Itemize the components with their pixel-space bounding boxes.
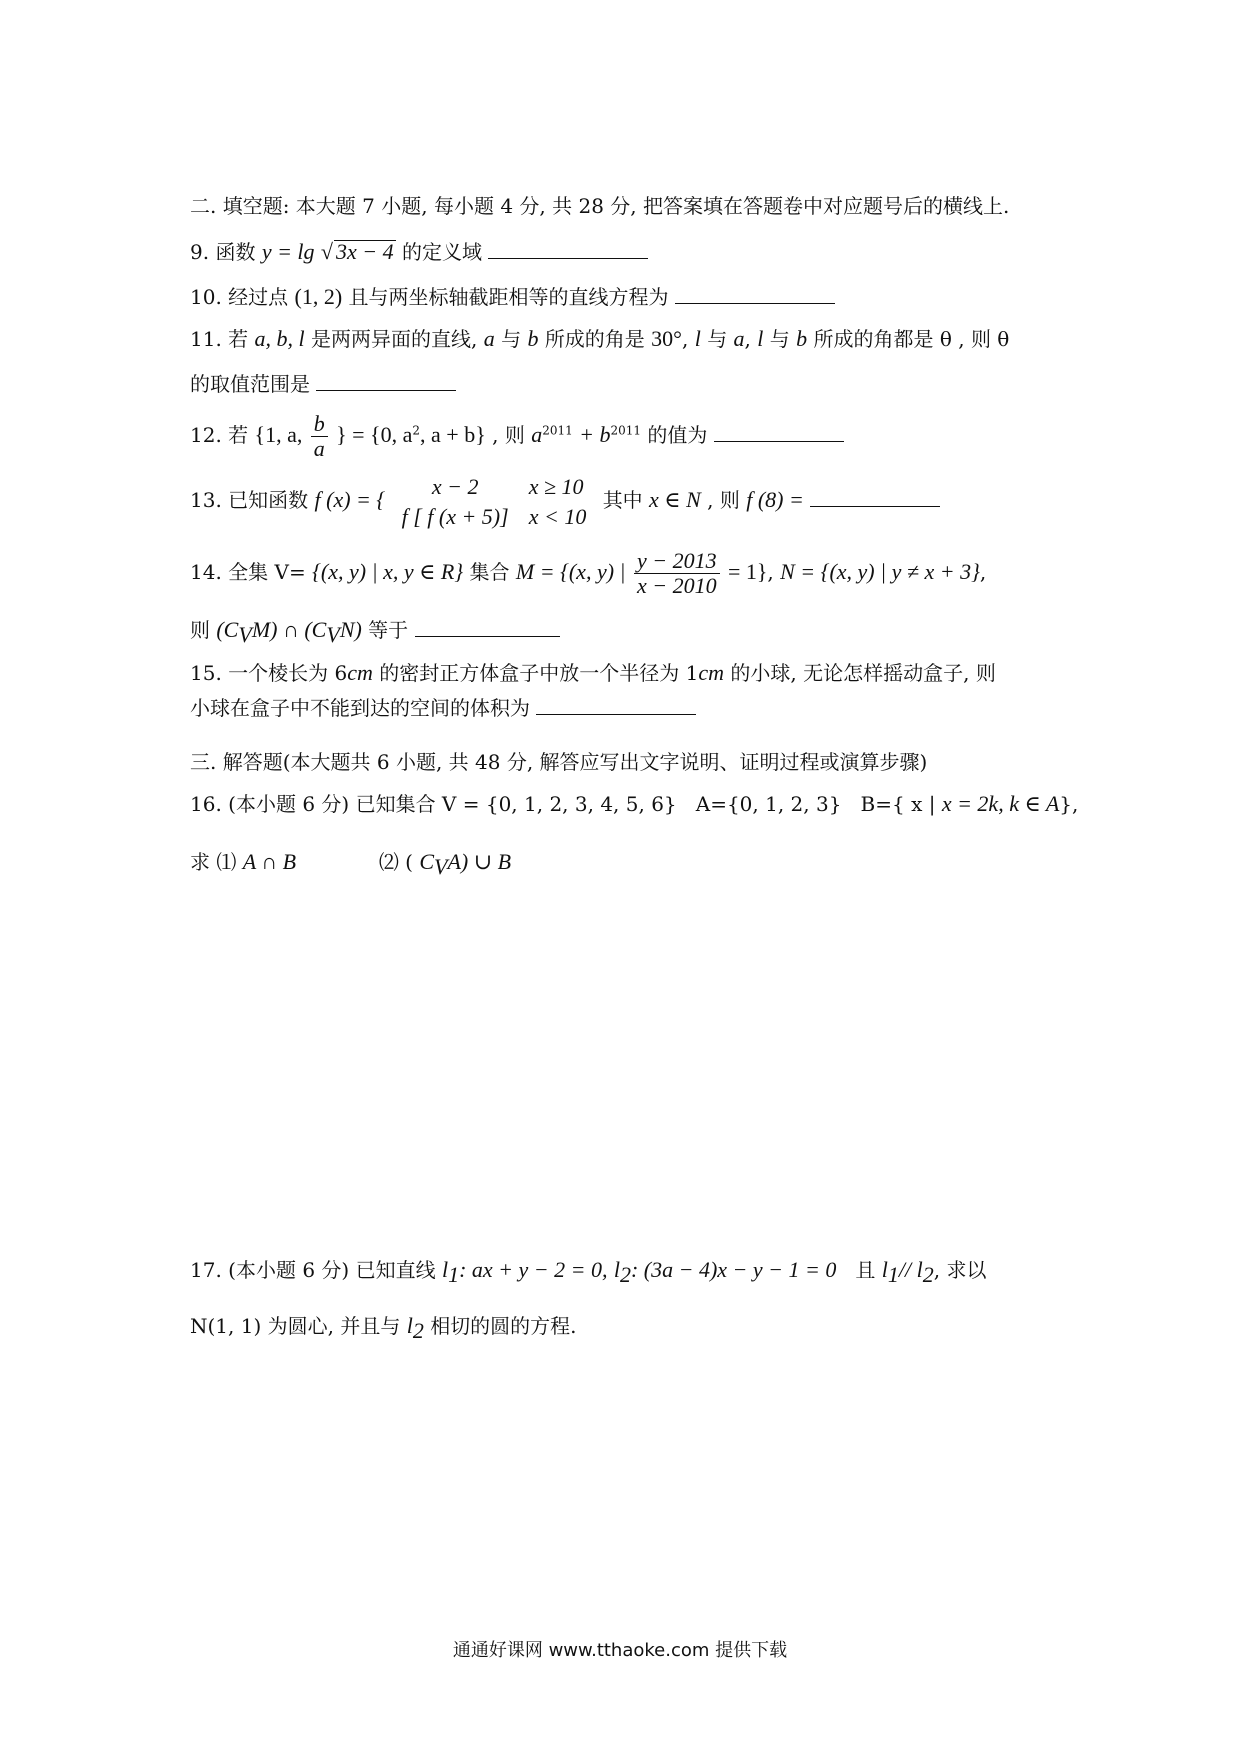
question-17-line-2: N(1, 1) 为圆心, 并且与 $l_2$ 相切的圆的方程. [190, 1313, 577, 1343]
answer-blank-12[interactable] [714, 423, 844, 442]
section-3-header: 三. 解答题(本大题共 6 小题, 共 48 分, 解答应写出文字说明、证明过程或演算步骤) [190, 750, 928, 774]
fraction-b-over-a: $\frac{b}{a}$ [311, 412, 328, 461]
answer-blank-10[interactable] [675, 285, 835, 304]
question-16: 16. (本小题 6 分) 已知集合 V = {0, 1, 2, 3, 4, 5, 6} A={0, 1, 2, 3} B={ x | x = 2k, k ∈ A}, [190, 791, 1079, 816]
question-13: 13. 已知函数 f (x) = { x − 2 x ≥ 10 f [ f (x + 5)] x < 10 其中 x ∈ N , 则 f (8) = [190, 468, 940, 532]
question-11: 11. 若 a, b, l 是两两异面的直线, a 与 b 所成的角是 30°, l 与 a, l 与 b 所成的角都是 θ , 则 θ [190, 326, 1010, 351]
question-14-line-2: 则 $(C_VM)$ ∩ $(C_VN)$ 等于 [190, 616, 560, 644]
question-16-line-2: 求 ⑴ A ∩ B ⑵ ( $C_VA$) ∪ B [190, 849, 512, 879]
question-15-line-2: 小球在盒子中不能到达的空间的体积为 [190, 694, 696, 722]
fraction-M-condition: $\frac{y - 2013}{x - 2010}$ [634, 549, 720, 598]
answer-blank-15[interactable] [536, 696, 696, 715]
question-15: 15. 一个棱长为 6cm 的密封正方体盒子中放一个半径为 1cm 的小球, 无论怎样摇动盒子, 则 [190, 660, 996, 685]
answer-blank-9[interactable] [488, 240, 648, 259]
question-10: 10. 经过点 (1, 2) 且与两坐标轴截距相等的直线方程为 [190, 283, 835, 311]
question-14: 14. 全集 V= {(x, y) | x, y ∈ R} 集合 M = {(x, y) | $\frac{y - 2013}{x - 2010}$ = 1}, N = {(x, y) | y ≠ x + 3}, [190, 548, 987, 598]
question-11-line-2: 的取值范围是 [190, 370, 456, 398]
piecewise-function: x − 2 x ≥ 10 f [ f (x + 5)] x < 10 [401, 473, 587, 529]
answer-blank-13[interactable] [810, 488, 940, 507]
section-2-header: 二. 填空题: 本大题 7 小题, 每小题 4 分, 共 28 分, 把答案填在答题卷中对应题号后的横线上. [190, 194, 1010, 218]
footer-source: 通通好课网 www.tthaoke.com 提供下载 [452, 1640, 788, 1661]
question-9: 9. 函数 y = lg √ 3x − 4 的定义域 [190, 238, 648, 266]
question-12: 12. 若 {1, a, $\frac{b}{a}$ } = {0, $a^2$, a + b} , 则 $a^{2011} + b^{2011}$ 的值为 [190, 408, 844, 462]
answer-blank-11[interactable] [316, 372, 456, 391]
answer-blank-14[interactable] [415, 618, 560, 637]
question-17: 17. (本小题 6 分) 已知直线 $l_1$: ax + y − 2 = 0, $l_2$: (3a − 4)x − y − 1 = 0 且 $l_1//$ $l_2$, 求以 [190, 1257, 987, 1287]
